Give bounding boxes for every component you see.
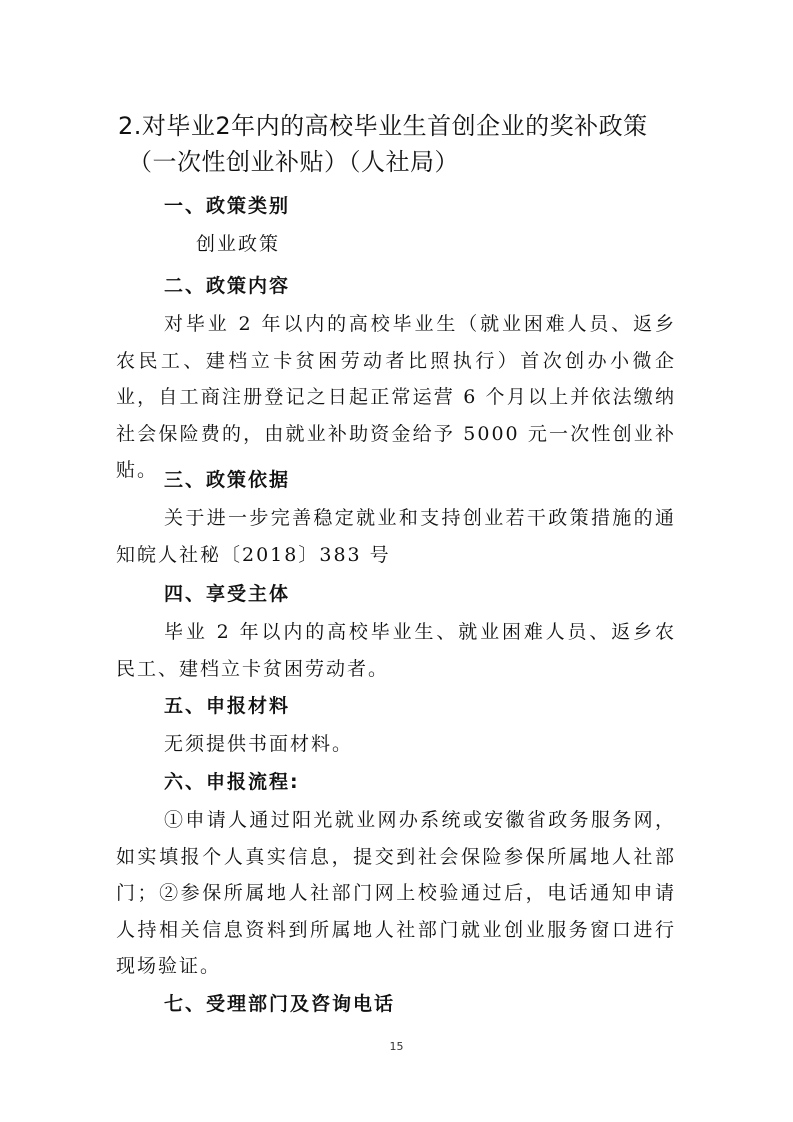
document-title-line-1: 2.对毕业2年内的高校毕业生首创企业的奖补政策 xyxy=(118,112,648,140)
section-body-application-materials: 无须提供书面材料。 xyxy=(164,733,354,755)
section-body-beneficiaries: 毕业 2 年以内的高校毕业生、就业困难人员、返乡农民工、建档立卡贫困劳动者。 xyxy=(116,621,676,680)
section-body-policy-category: 创业政策 xyxy=(196,233,281,255)
section-body-policy-content: 对毕业 2 年以内的高校毕业生（就业困难人员、返乡农民工、建档立卡贫困劳动者比照执行）首次创办小微企业，自工商注册登记之日起正常运营 6 个月以上并依法缴纳社会保险费的，由就业补助资金给予 5000 元一次性创业补贴。 xyxy=(116,313,676,481)
section-heading-application-process: 六、申报流程: xyxy=(164,771,300,793)
section-heading-application-materials: 五、申报材料 xyxy=(164,695,291,717)
section-heading-beneficiaries: 四、享受主体 xyxy=(164,583,291,605)
document-title-line-2: （一次性创业补贴）（人社局） xyxy=(128,148,459,176)
page-number: 15 xyxy=(389,1040,404,1053)
section-heading-policy-content: 二、政策内容 xyxy=(164,275,291,297)
section-heading-policy-basis: 三、政策依据 xyxy=(164,469,291,491)
section-body-policy-basis: 关于进一步完善稳定就业和支持创业若干政策措施的通知皖人社秘〔2018〕383 号 xyxy=(116,507,676,566)
section-heading-department-and-contact: 七、受理部门及咨询电话 xyxy=(164,993,396,1015)
section-body-application-process: ①申请人通过阳光就业网办系统或安徽省政务服务网，如实填报个人真实信息，提交到社会保险参保所属地人社部门；②参保所属地人社部门网上校验通过后，电话通知申请人持相关信息资料到所属地人社部门就业创业服务窗口进行现场验证。 xyxy=(116,809,676,977)
section-heading-policy-category: 一、政策类别 xyxy=(164,195,291,217)
